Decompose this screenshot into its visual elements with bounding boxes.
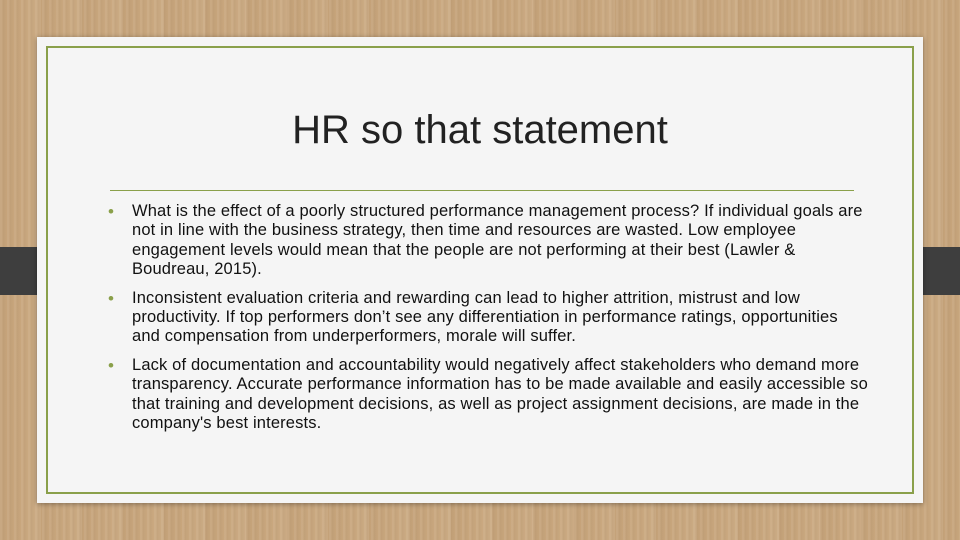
bullet-dot-icon: • [108,288,115,308]
bullet-list [108,202,868,442]
title-divider [110,190,854,191]
bullet-text: Lack of documentation and accountability would negatively affect stakeholders who demand more transparency. Accurate performance information has to be made available and easily accessible so that training and development decisions, as well as project assignment decisions, are made in the company's best interests. [132,355,868,433]
slide-title: HR so that statement [292,108,668,152]
bullet-text: What is the effect of a poorly structured performance management process? If individual goals are not in line with the business strategy, then time and resources are wasted. Low employee engagement levels would mean that the people are not performing at their best (Lawler & Boudreau, 2015). [132,202,863,279]
bullet-dot-icon: • [108,355,115,375]
bullet-dot-icon: • [108,202,115,221]
bullet-item [108,202,868,280]
bullet-item [108,356,868,434]
bullet-item [108,289,868,347]
bullet-text: Inconsistent evaluation criteria and rewarding can lead to higher attrition, mistrust and low productivity. If top performers don’t see any differentiation in performance ratings, opportunities and compensation from underperformers, morale will suffer. [132,288,838,346]
